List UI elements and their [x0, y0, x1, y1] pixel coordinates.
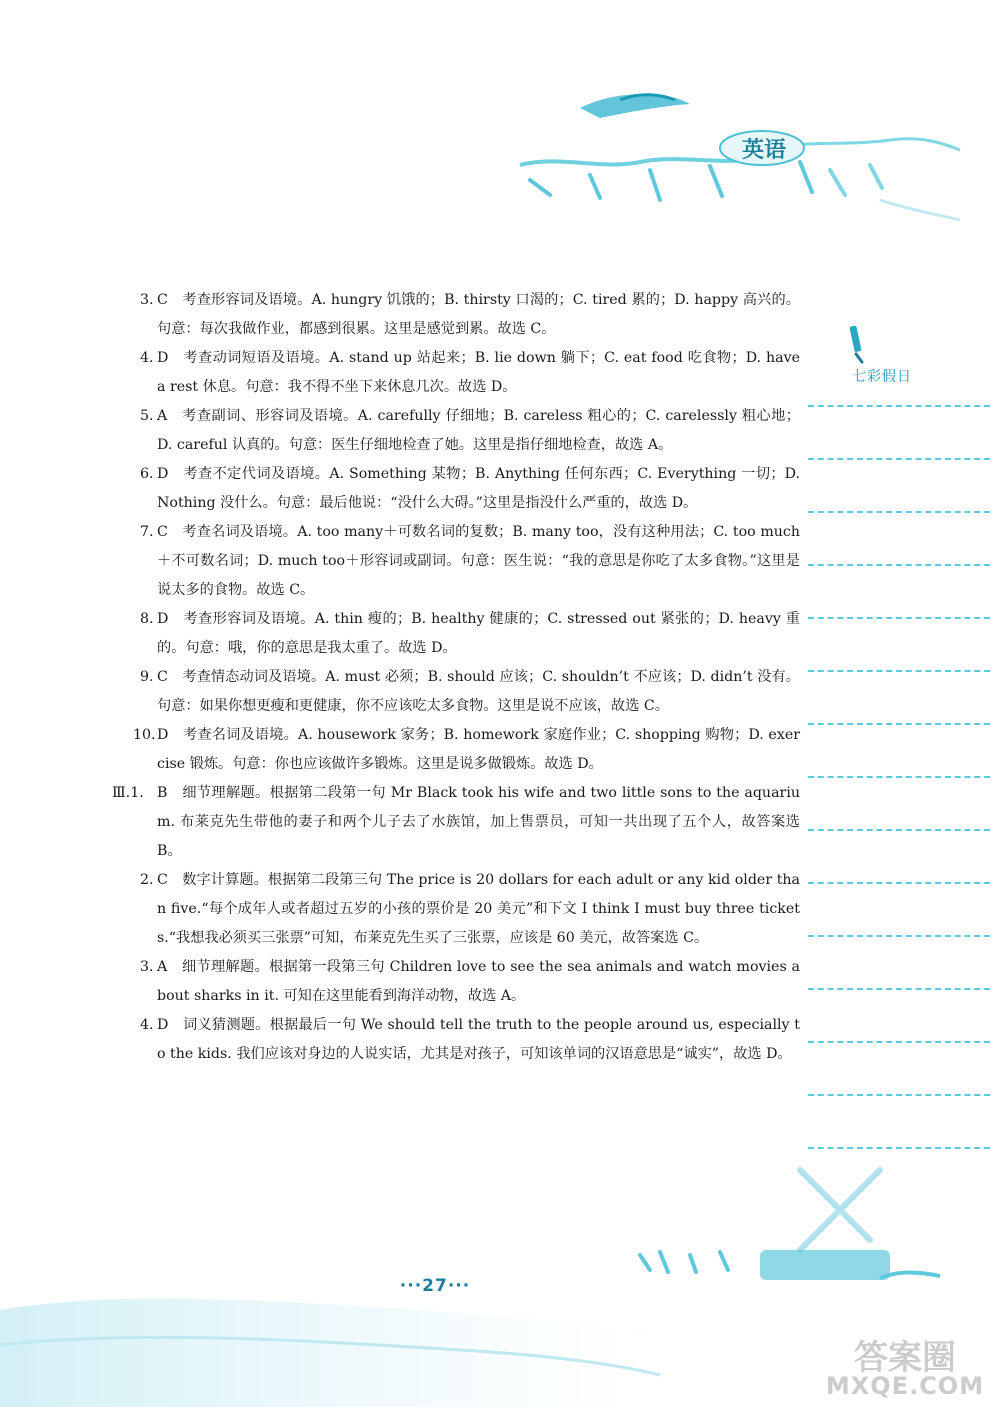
answer-item [0, 402, 800, 460]
watermark-logo: 答案圈 [854, 1338, 956, 1378]
note-line [808, 723, 990, 725]
note-line [808, 882, 990, 884]
note-line [808, 1041, 990, 1043]
watermark-url: MXQE.COM [825, 1372, 985, 1400]
answer-item [0, 460, 800, 518]
item-text: D 考查名词及语境。A. housework 家务；B. homework 家庭作业；C. shopping 购物；D. exercise 锻炼。句意：你也应该做许多锻炼。这里是说多做锻炼。故选 D。 [157, 727, 800, 772]
answer-content [0, 286, 800, 1069]
subject-label: 英语 [741, 137, 786, 163]
answer-item [0, 779, 800, 866]
note-line [808, 1147, 990, 1149]
note-line [808, 935, 990, 937]
note-lines [808, 405, 990, 1200]
item-text: D 考查动词短语及语境。A. stand up 站起来；B. lie down 躺下；C. eat food 吃食物；D. have a rest 休息。句意：我不得不坐下来休息几次。故选 D。 [157, 350, 800, 395]
note-line [808, 988, 990, 990]
page-number: ···27··· [399, 1276, 471, 1296]
answer-item [0, 1011, 800, 1069]
note-line [808, 458, 990, 460]
item-number: 10. [133, 727, 156, 743]
item-text: C 考查名词及语境。A. too many＋可数名词的复数；B. many too，没有这种用法；C. too much＋不可数名词；D. much too＋形容词或副词。句意：医生说：“我的意思是你吃了太多食物。”这里是说太多的食物。故选 C。 [157, 524, 800, 598]
note-line [808, 829, 990, 831]
item-text: B 细节理解题。根据第二段第一句 Mr Black took his wife and two little sons to the aquarium. 布莱克先生带他的妻子和两个儿子去了水族馆，加上售票员，可知一共出现了五个人，故答案选 B。 [157, 785, 800, 859]
sidebar-title: 七彩假日 [852, 369, 912, 385]
pencil-icon [842, 322, 872, 366]
section-label: Ⅲ.1. [112, 785, 144, 801]
item-text: D 考查形容词及语境。A. thin 瘦的；B. healthy 健康的；C. stressed out 紧张的；D. heavy 重的。句意：哦，你的意思是我太重了。故选 D。 [157, 611, 800, 656]
item-number: 5. [140, 408, 154, 424]
item-number: 9. [140, 669, 154, 685]
item-text: D 考查不定代词及语境。A. Something 某物；B. Anything 任何东西；C. Everything 一切；D. Nothing 没什么。句意：最后他说：“没什么大碍。”这里是指没什么严重的，故选 D。 [157, 466, 800, 511]
item-number: 4. [140, 1017, 154, 1033]
answer-item [0, 286, 800, 344]
answer-item [0, 344, 800, 402]
answer-item [0, 721, 800, 779]
answer-item [0, 866, 800, 953]
item-number: 3. [140, 959, 154, 975]
item-text: C 考查情态动词及语境。A. must 必须；B. should 应该；C. shouldn’t 不应该；D. didn’t 没有。句意：如果你想更瘦和更健康，你不应该吃太多食物。这里是说不应该，故选 C。 [157, 669, 800, 714]
note-line [808, 776, 990, 778]
answer-item [0, 663, 800, 721]
item-number: 8. [140, 611, 154, 627]
answer-item [0, 953, 800, 1011]
item-number: 6. [140, 466, 154, 482]
item-number: 2. [140, 872, 154, 888]
answer-item [0, 605, 800, 663]
note-line [808, 617, 990, 619]
item-text: C 数字计算题。根据第二段第三句 The price is 20 dollars for each adult or any kid older than five.“每个成年人或者超过五岁的小孩的票价是 20 美元”和下文 I think I must buy three tickets.“我想我必须买三张票”可知，布莱克先生买了三张票，应该是 60 美元，故答案选 C。 [157, 872, 800, 946]
note-line [808, 405, 990, 407]
item-number: 4. [140, 350, 154, 366]
note-line [808, 564, 990, 566]
item-number: 3. [140, 292, 154, 308]
item-text: A 细节理解题。根据第一段第三句 Children love to see the sea animals and watch movies about sharks in it. 可知在这里能看到海洋动物，故选 A。 [157, 959, 800, 1004]
note-line [808, 1094, 990, 1096]
answer-item [0, 518, 800, 605]
item-text: D 词义猜测题。根据最后一句 We should tell the truth to the people around us, especially to the kids. 我们应该对身边的人说实话，尤其是对孩子，可知该单词的汉语意思是“诚实”，故选 D。 [157, 1017, 800, 1062]
note-line [808, 670, 990, 672]
item-text: A 考查副词、形容词及语境。A. carefully 仔细地；B. careless 粗心的；C. carelessly 粗心地；D. careful 认真的。句意：医生仔细地检查了她。这里是指仔细地检查，故选 A。 [157, 408, 800, 453]
note-line [808, 511, 990, 513]
item-text: C 考查形容词及语境。A. hungry 饥饿的；B. thirsty 口渴的；C. tired 累的；D. happy 高兴的。句意：每次我做作业，都感到很累。这里是感觉到累。故选 C。 [157, 292, 800, 337]
item-number: 7. [140, 524, 154, 540]
